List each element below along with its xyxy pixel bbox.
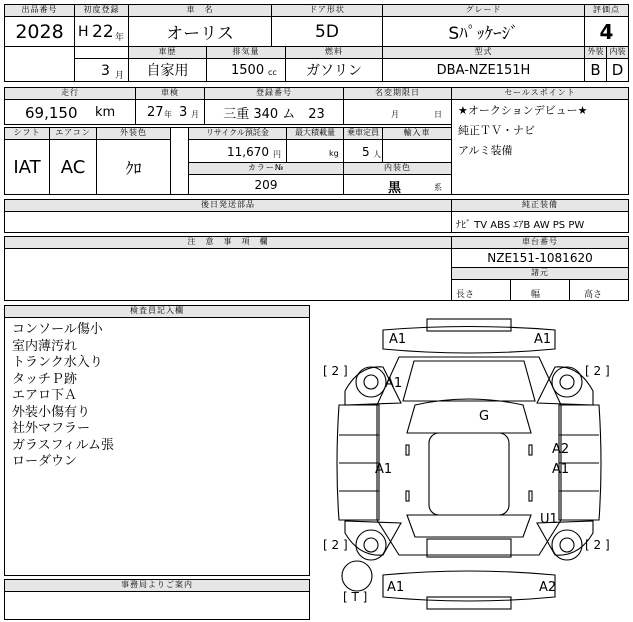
- inspector-item: ガラスフィルム張: [12, 437, 115, 453]
- equipment: [451, 211, 629, 233]
- sales-item: アルミ装備: [458, 144, 513, 157]
- inspection-date: [135, 99, 205, 125]
- int-color-unit: 系: [434, 183, 442, 192]
- recycle-header: リサイクル預託金: [188, 127, 287, 140]
- displacement-value: 1500: [231, 63, 265, 78]
- sales-point-header: セールスポイント: [451, 87, 629, 100]
- sales-item: 純正ＴＶ・ナビ: [458, 124, 535, 137]
- year-unit: 年: [115, 33, 125, 43]
- ext-header: 外装: [584, 46, 607, 59]
- yen-unit: 円: [273, 150, 281, 159]
- door-header: ドア形状: [271, 4, 383, 17]
- damage-mark: A1: [389, 332, 407, 347]
- chassis-number: NZE151-1081620: [451, 248, 629, 268]
- grade: Sﾊﾟｯｹｰｼﾞ: [382, 16, 585, 47]
- color-header: 外装色: [96, 127, 171, 140]
- spare-tire-shape: [342, 561, 372, 591]
- damage-mark: A1: [552, 462, 570, 477]
- history-header: 車歴: [128, 46, 207, 59]
- dims-header: 諸元: [451, 267, 629, 280]
- chassis-header: 車台番号: [451, 236, 629, 249]
- era: H: [78, 24, 89, 40]
- inspect-year: 27: [147, 105, 164, 120]
- trunk-shape: [427, 539, 511, 557]
- rear-right-tire-shape: [552, 530, 582, 560]
- door-shape: 5D: [271, 16, 383, 47]
- expire-day-unit: 日: [434, 110, 442, 119]
- damage-mark: U1: [540, 512, 558, 527]
- color-no: 209: [188, 174, 344, 195]
- month-unit: 月: [115, 71, 125, 81]
- tire-mark: [ 2 ]: [323, 538, 348, 552]
- inspector-item: ローダウン: [12, 454, 78, 469]
- car-name: オーリス: [128, 16, 272, 47]
- displacement-header: 排気量: [206, 46, 286, 59]
- damage-mark: A1: [375, 462, 393, 477]
- front-left-tire-shape: [356, 367, 386, 397]
- recycle-fee: [188, 139, 287, 163]
- hood-shape: [403, 361, 535, 401]
- ext-score: B: [584, 58, 607, 82]
- fuel: ガソリン: [285, 58, 383, 82]
- import-header: 輸入車: [382, 127, 452, 140]
- parts-header: 後日発送部品: [4, 199, 452, 212]
- inspector-item: エアロ下Ａ: [12, 388, 78, 403]
- inspection-header: 車検: [135, 87, 205, 100]
- equipment-value: ﾅﾋﾞ TV ABS ｴｱB AW PS PW: [456, 220, 585, 231]
- exterior-color: ｸﾛ: [96, 139, 171, 195]
- color-no-header: カラー№: [188, 162, 344, 175]
- damage-mark: G: [479, 409, 490, 424]
- grade-header: グレード: [382, 4, 585, 17]
- int-color: [343, 174, 452, 195]
- int-score: D: [606, 58, 629, 82]
- width-label: 幅: [531, 290, 541, 300]
- score-header: 評価点: [584, 4, 629, 17]
- tire-mark: [ 2 ]: [585, 364, 610, 378]
- inspect-month: 3: [179, 105, 188, 120]
- damage-mark: A1: [534, 332, 552, 347]
- expire-month-unit: 月: [391, 110, 399, 119]
- aircon: AC: [49, 139, 97, 195]
- fuel-header: 燃料: [285, 46, 383, 59]
- car-history: 自家用: [128, 58, 207, 82]
- inspector-item: トランク水入り: [12, 355, 103, 370]
- lot-number: 2028: [4, 16, 75, 47]
- shift: IAT: [4, 139, 50, 195]
- km-unit: km: [95, 105, 116, 120]
- int-color-header: 内装色: [343, 162, 452, 175]
- roof-shape: [429, 433, 509, 515]
- first-reg-year: [74, 16, 129, 47]
- dim-width: [510, 279, 570, 301]
- int-header: 内装: [606, 46, 629, 59]
- mileage-header: 走行: [4, 87, 136, 100]
- office-blank: [4, 591, 310, 620]
- inspector-item: 社外マフラー: [12, 421, 91, 436]
- height-label: 高さ: [584, 290, 603, 300]
- parts-blank: [4, 211, 452, 233]
- seats-header: 乗車定員: [343, 127, 383, 140]
- displacement: [206, 58, 286, 82]
- car-name-header: 車 名: [128, 4, 272, 17]
- rear-left-tire-shape: [356, 530, 386, 560]
- cc-unit: cc: [268, 68, 277, 77]
- seats: [343, 139, 383, 163]
- reg-number: 三重 340 ム 23: [204, 99, 344, 125]
- first-reg-header: 初度登録: [74, 4, 129, 17]
- recycle-value: 11,670: [227, 145, 269, 159]
- inspector-notes: [4, 317, 310, 576]
- car-diagram: [309, 305, 629, 620]
- kg-unit: kg: [329, 149, 339, 158]
- sales-item: ★オークションデビュー★: [458, 104, 588, 117]
- inspect-month-unit: 月: [191, 110, 199, 119]
- expire-header: 名変期限日: [343, 87, 452, 100]
- front-panel-shape: [427, 319, 511, 331]
- damage-mark: A1: [387, 580, 405, 595]
- person-unit: 人: [373, 150, 381, 159]
- reg-year: 22: [92, 22, 114, 42]
- front-right-tire-shape: [552, 367, 582, 397]
- spacer-cell: [170, 127, 189, 195]
- sales-point-list: [451, 99, 629, 195]
- dim-height: [569, 279, 629, 301]
- mileage: [4, 99, 136, 125]
- damage-mark: A2: [539, 580, 557, 595]
- damage-mark: A2: [552, 442, 570, 457]
- import-blank: [382, 139, 452, 163]
- score: 4: [584, 16, 629, 47]
- model-header: 型式: [382, 46, 585, 59]
- max-load: [286, 139, 344, 163]
- lot-blank: [4, 46, 75, 82]
- inspector-item: コンソール傷小: [12, 322, 103, 337]
- notes-blank: [4, 248, 452, 301]
- mileage-value: 69,150: [25, 104, 78, 122]
- seats-value: 5: [362, 145, 370, 159]
- inspector-item: タッチＰ跡: [12, 371, 78, 387]
- spare-tire-mark: [ T ]: [343, 590, 368, 604]
- damage-mark: A1: [385, 376, 403, 391]
- model-code: DBA-NZE151H: [382, 58, 585, 82]
- notes-header: 注 意 事 項 欄: [4, 236, 452, 249]
- length-label: 長さ: [456, 290, 475, 300]
- load-header: 最大積載量: [286, 127, 344, 140]
- inspector-item: 室内薄汚れ: [12, 338, 78, 354]
- body-shape: [377, 357, 561, 555]
- int-color-value: 黒: [388, 181, 402, 195]
- inspect-year-unit: 年: [164, 110, 172, 119]
- damage-diagram-area: [309, 305, 629, 620]
- inspector-item: 外装小傷有り: [12, 404, 91, 420]
- equipment-header: 純正装備: [451, 199, 629, 212]
- tire-mark: [ 2 ]: [585, 538, 610, 552]
- office-header: 事務局よりご案内: [4, 579, 310, 592]
- ac-header: エアコン: [49, 127, 97, 140]
- reg-number-header: 登録番号: [204, 87, 344, 100]
- tire-mark: [ 2 ]: [323, 364, 348, 378]
- reg-month: 3: [101, 63, 110, 79]
- first-reg-month: [74, 58, 129, 82]
- lot-number-header: 出品番号: [4, 4, 75, 17]
- dim-length: [451, 279, 511, 301]
- inspector-header: 検査員記入欄: [4, 305, 310, 318]
- expire-date: [343, 99, 452, 125]
- shift-header: シフト: [4, 127, 50, 140]
